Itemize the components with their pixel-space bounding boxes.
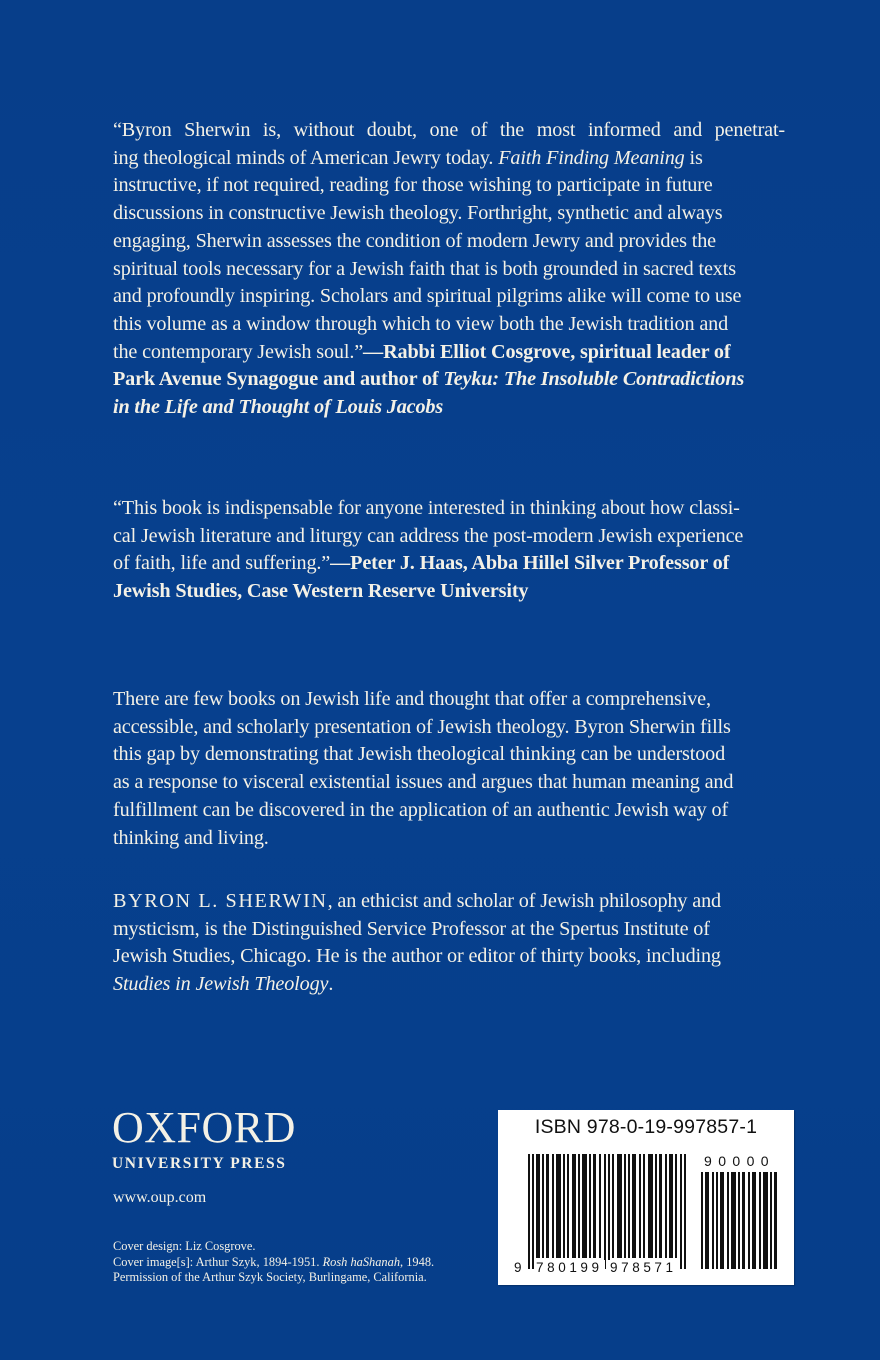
- blurb-line: [113, 366, 785, 394]
- blurb-line: [113, 339, 785, 367]
- blurb-text: is: [684, 146, 703, 169]
- credit-text: , 1948.: [400, 1254, 435, 1269]
- logo-subtitle: UNIVERSITY PRESS: [112, 1155, 287, 1172]
- bio-line: [113, 971, 785, 999]
- blurb-line: and profoundly inspiring. Scholars and spiritual pilgrims alike will come to use: [113, 285, 742, 308]
- blurb-text: ing theological minds of American Jewry today.: [113, 146, 499, 169]
- blurb-line: spiritual tools necessary for a Jewish faith that is both grounded in sacred texts: [113, 257, 736, 280]
- price-addon-digits: 90000: [704, 1153, 775, 1169]
- blurb-line: discussions in constructive Jewish theology. Forthright, synthetic and always: [113, 202, 723, 225]
- blurb-text: the contemporary Jewish soul.”: [113, 340, 364, 363]
- attribution: Jewish Studies, Case Western Reserve University: [113, 580, 529, 603]
- description-line: There are few books on Jewish life and thought that offer a comprehensive,: [113, 688, 711, 710]
- credit-image: [113, 1255, 434, 1271]
- logo-wordmark: OXFORD: [112, 1103, 296, 1152]
- author-name: BYRON L. SHERWIN: [113, 890, 328, 912]
- credit-design: Cover design: Liz Cosgrove.: [113, 1239, 256, 1253]
- description-line: accessible, and scholarly presentation of Jewish theology. Byron Sherwin fills: [113, 715, 731, 738]
- isbn-label: ISBN 978-0-19-997857-1: [534, 1116, 758, 1138]
- credit-permission: Permission of the Arthur Szyk Society, Burlingame, California.: [113, 1270, 427, 1284]
- endorsement-cosgrove: [113, 117, 785, 422]
- endorsement-haas: [113, 495, 785, 606]
- artwork-title: Rosh haShanah: [322, 1254, 401, 1269]
- blurb-line: instructive, if not required, reading for those wishing to participate in future: [113, 174, 713, 197]
- blurb-line: “This book is indispensable for anyone interested in thinking about how classi-: [113, 497, 740, 519]
- blurb-line: engaging, Sherwin assesses the condition of modern Jewry and provides the: [113, 229, 716, 252]
- description-line: this gap by demonstrating that Jewish theological thinking can be understood: [113, 743, 726, 766]
- cited-book-title: Teyku: The Insoluble Contradictions: [443, 368, 745, 391]
- blurb-line: this volume as a window through which to view both the Jewish tradition and: [113, 312, 729, 335]
- blurb-line: [113, 550, 785, 578]
- blurb-text: of faith, life and suffering.”: [113, 552, 331, 575]
- book-title: Faith Finding Meaning: [498, 146, 685, 169]
- bio-line: Jewish Studies, Chicago. He is the author or editor of thirty books, including: [113, 945, 721, 968]
- bio-line: [113, 888, 785, 916]
- blurb-line: cal Jewish literature and liturgy can address the post-modern Jewish experience: [113, 524, 744, 547]
- blurb-line: “Byron Sherwin is, without doubt, one of the most informed and penetrat-: [113, 119, 785, 141]
- cited-book-title: in the Life and Thought of Louis Jacobs: [113, 396, 444, 419]
- blurb-line: [113, 145, 785, 173]
- bio-line: mysticism, is the Distinguished Service Professor at the Spertus Institute of: [113, 917, 710, 940]
- attribution: —Rabbi Elliot Cosgrove, spiritual leader of: [363, 340, 731, 363]
- book-title: Studies in Jewish Theology: [113, 973, 329, 996]
- publisher-website: www.oup.com: [113, 1189, 207, 1206]
- description-line: as a response to visceral existential issues and argues that human meaning and: [113, 771, 734, 794]
- isbn-barcode: [498, 1110, 794, 1285]
- ean-right-group: 978571: [610, 1260, 677, 1275]
- author-bio: [113, 888, 785, 999]
- oxford-university-press-logo: [112, 1103, 296, 1173]
- bio-text: , an ethicist and scholar of Jewish philosophy and: [327, 890, 721, 912]
- ean-left-group: 780199: [536, 1260, 603, 1275]
- description-line: thinking and living.: [113, 826, 269, 849]
- ean13-barcode-icon: [528, 1154, 686, 1269]
- book-description: [113, 686, 785, 852]
- description-line: fulfillment can be discovered in the application of an authentic Jewish way of: [113, 798, 729, 821]
- attribution: Park Avenue Synagogue and author of: [113, 368, 444, 391]
- addon-barcode-icon: [701, 1172, 778, 1269]
- attribution: —Peter J. Haas, Abba Hillel Silver Professor of: [330, 552, 730, 575]
- ean-first-digit: 9: [514, 1260, 522, 1275]
- cover-credits: [113, 1239, 434, 1286]
- bio-text: .: [328, 973, 334, 996]
- credit-text: Cover image[s]: Arthur Szyk, 1894-1951.: [113, 1254, 323, 1269]
